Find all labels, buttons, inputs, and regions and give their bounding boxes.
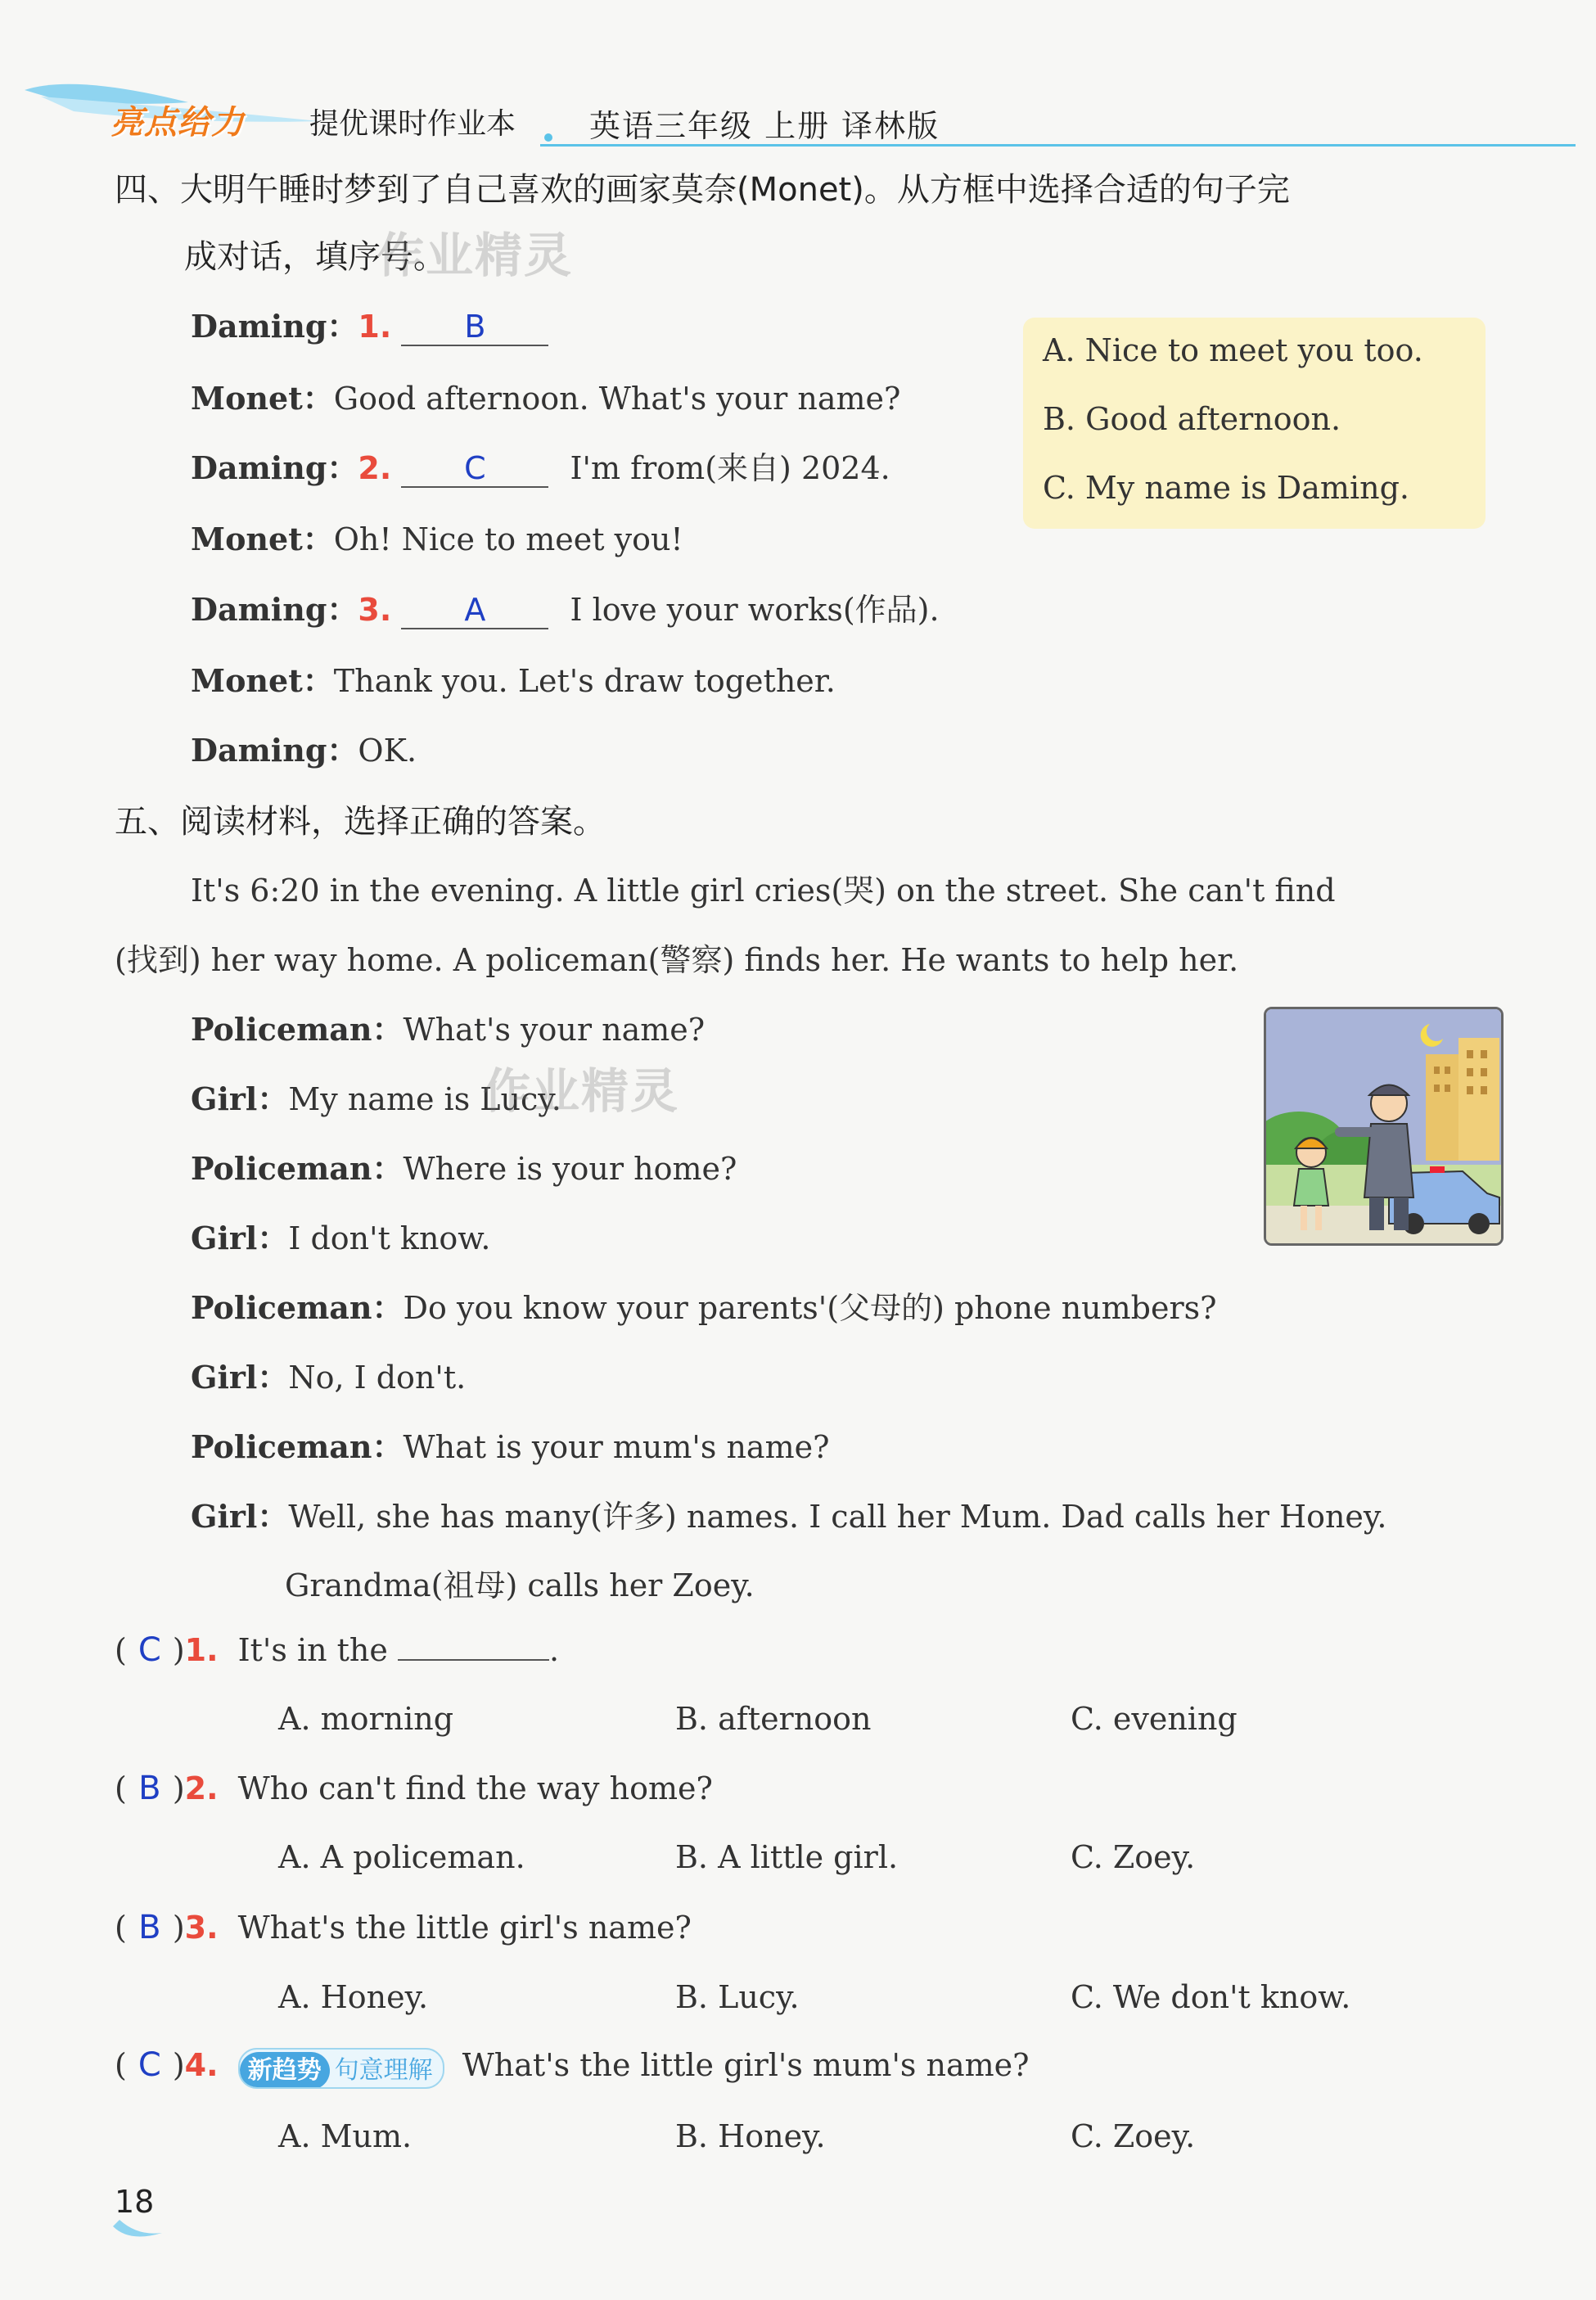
dialogue-text: I'm from(来自) 2024. [570, 450, 890, 486]
answer-choice[interactable]: C [138, 1631, 161, 1669]
dialogue-line [191, 584, 940, 629]
question-number: 1. [184, 1632, 219, 1668]
paren-open: ( [115, 2047, 127, 2083]
speaker-label: Policeman： [191, 1011, 404, 1048]
option-c: C. Zoey. [1071, 2118, 1196, 2154]
speaker-label: Monet： [191, 521, 334, 557]
dialogue-text: My name is Lucy. [288, 1081, 561, 1117]
speaker-label: Monet： [191, 380, 334, 417]
speaker-label: Girl： [191, 1080, 289, 1117]
speaker-label: Policeman： [191, 1289, 404, 1326]
dialogue-line [191, 1143, 737, 1188]
punctuation: . [548, 1632, 560, 1668]
dialogue-continuation: Grandma(祖母) calls her Zoey. [285, 1567, 755, 1603]
passage-line: (找到) her way home. A policeman(警察) finds her. He wants to help her. [115, 942, 1239, 978]
speaker-label: Girl： [191, 1498, 289, 1535]
paren-close: ) [172, 1770, 185, 1806]
paren-open: ( [115, 1770, 127, 1806]
section4-title-line1: 四、大明午睡时梦到了自己喜欢的画家莫奈(Monet)。从方框中选择合适的句子完 [115, 171, 1290, 209]
passage-line: It's 6:20 in the evening. A little girl cries(哭) on the street. She can't find [191, 873, 1336, 909]
option-b: B. Lucy. [675, 1979, 800, 2015]
dialogue-line [191, 443, 890, 488]
option-b: B. Good afternoon. [1043, 401, 1341, 437]
speaker-label: Daming： [191, 308, 358, 345]
dialogue-text: No, I don't. [288, 1360, 467, 1396]
dialogue-text: Thank you. Let's draw together. [333, 663, 836, 699]
speaker-label: Daming： [191, 732, 358, 769]
story-illustration [1264, 1007, 1504, 1246]
policeman-girl-illustration [1266, 1009, 1501, 1243]
question-number: 1. [358, 309, 392, 345]
paren-close: ) [172, 1632, 185, 1668]
page-header [0, 33, 1596, 147]
question-3 [115, 1909, 692, 1946]
section4-title-line2: 成对话，填序号。 [184, 238, 446, 276]
dialogue-text: I don't know. [288, 1220, 491, 1256]
answer-blank[interactable] [398, 1659, 549, 1661]
options-box [1023, 318, 1486, 529]
answer-choice[interactable]: B [138, 1770, 161, 1807]
question-4 [115, 2046, 1030, 2089]
speaker-label: Daming： [191, 449, 358, 486]
question-text: What's the little girl's name? [237, 1910, 692, 1946]
section5-title: 五、阅读材料，选择正确的答案。 [115, 803, 606, 841]
paren-close: ) [172, 1910, 185, 1946]
speaker-label: Monet： [191, 662, 334, 699]
question-number: 2. [358, 450, 392, 486]
page-number: 18 [115, 2184, 155, 2220]
dialogue-line [191, 1422, 829, 1467]
trend-tag-label: 新趋势 [240, 2052, 330, 2089]
dialogue-line [191, 656, 836, 701]
dialogue-line [191, 1283, 1217, 1328]
option-b: B. Honey. [675, 2118, 826, 2154]
watermark: 作业精灵 [376, 228, 574, 283]
paren-open: ( [115, 1632, 127, 1668]
trend-tag [238, 2048, 444, 2089]
dialogue-text: What's your name? [403, 1012, 706, 1048]
option-a: A. A policeman. [278, 1839, 525, 1875]
option-c: C. Zoey. [1071, 1839, 1196, 1875]
speaker-label: Girl： [191, 1359, 289, 1396]
dialogue-text: Well, she has many(许多) names. I call her Mum. Dad calls her Honey. [288, 1499, 1387, 1535]
option-c: C. We don't know. [1071, 1979, 1351, 2015]
option-c: C. My name is Daming. [1043, 470, 1409, 506]
option-a: A. morning [278, 1701, 454, 1737]
speaker-label: Policeman： [191, 1428, 404, 1465]
question-number: 4. [184, 2047, 219, 2083]
book-subject: 英语三年级 上册 译林版 [589, 108, 940, 144]
option-b: B. afternoon [675, 1701, 872, 1737]
dialogue-text: Where is your home? [403, 1151, 737, 1187]
paren-close: ) [172, 2047, 185, 2083]
dialogue-text: I love your works(作品). [570, 592, 940, 628]
option-b: B. A little girl. [675, 1839, 899, 1875]
dialogue-text: Good afternoon. What's your name? [333, 381, 901, 417]
question-number: 3. [184, 1910, 219, 1946]
dialogue-text: Oh! Nice to meet you! [333, 521, 683, 557]
header-divider [540, 144, 1576, 147]
answer-blank[interactable]: B [401, 309, 548, 346]
trend-tag-type: 句意理解 [334, 2055, 433, 2085]
dialogue-line [191, 1491, 1386, 1536]
option-c: C. evening [1071, 1701, 1238, 1737]
dialogue-line [191, 725, 417, 770]
question-2 [115, 1770, 713, 1807]
watermark: 作业精灵 [483, 1063, 680, 1119]
answer-blank[interactable]: A [401, 592, 548, 629]
dialogue-text: What is your mum's name? [403, 1429, 830, 1465]
dialogue-text: Do you know your parents'(父母的) phone numbers? [403, 1290, 1217, 1326]
question-number: 2. [184, 1770, 219, 1806]
speaker-label: Daming： [191, 591, 358, 628]
question-text: What's the little girl's mum's name? [462, 2047, 1030, 2083]
dialogue-text: OK. [358, 733, 417, 769]
dialogue-line [191, 373, 900, 418]
speaker-label: Policeman： [191, 1150, 404, 1187]
option-a: A. Honey. [278, 1979, 429, 2015]
series-title: 提优课时作业本 [309, 107, 516, 141]
paren-open: ( [115, 1910, 127, 1946]
question-number: 3. [358, 592, 392, 628]
question-text: It's in the [237, 1632, 388, 1668]
answer-blank[interactable]: C [401, 450, 548, 488]
answer-choice[interactable]: C [138, 2046, 161, 2084]
speaker-label: Girl： [191, 1220, 289, 1256]
option-a: A. Mum. [278, 2118, 413, 2154]
answer-choice[interactable]: B [138, 1909, 161, 1946]
brand-logo-text: 亮点给力 [110, 104, 245, 142]
dialogue-line [191, 1004, 705, 1049]
dialogue-line [191, 514, 683, 559]
dialogue-line [191, 301, 548, 346]
question-1 [115, 1631, 559, 1669]
dialogue-line [191, 1352, 466, 1397]
dialogue-line [191, 1213, 490, 1258]
question-text: Who can't find the way home? [237, 1770, 713, 1806]
option-a: A. Nice to meet you too. [1043, 332, 1423, 368]
